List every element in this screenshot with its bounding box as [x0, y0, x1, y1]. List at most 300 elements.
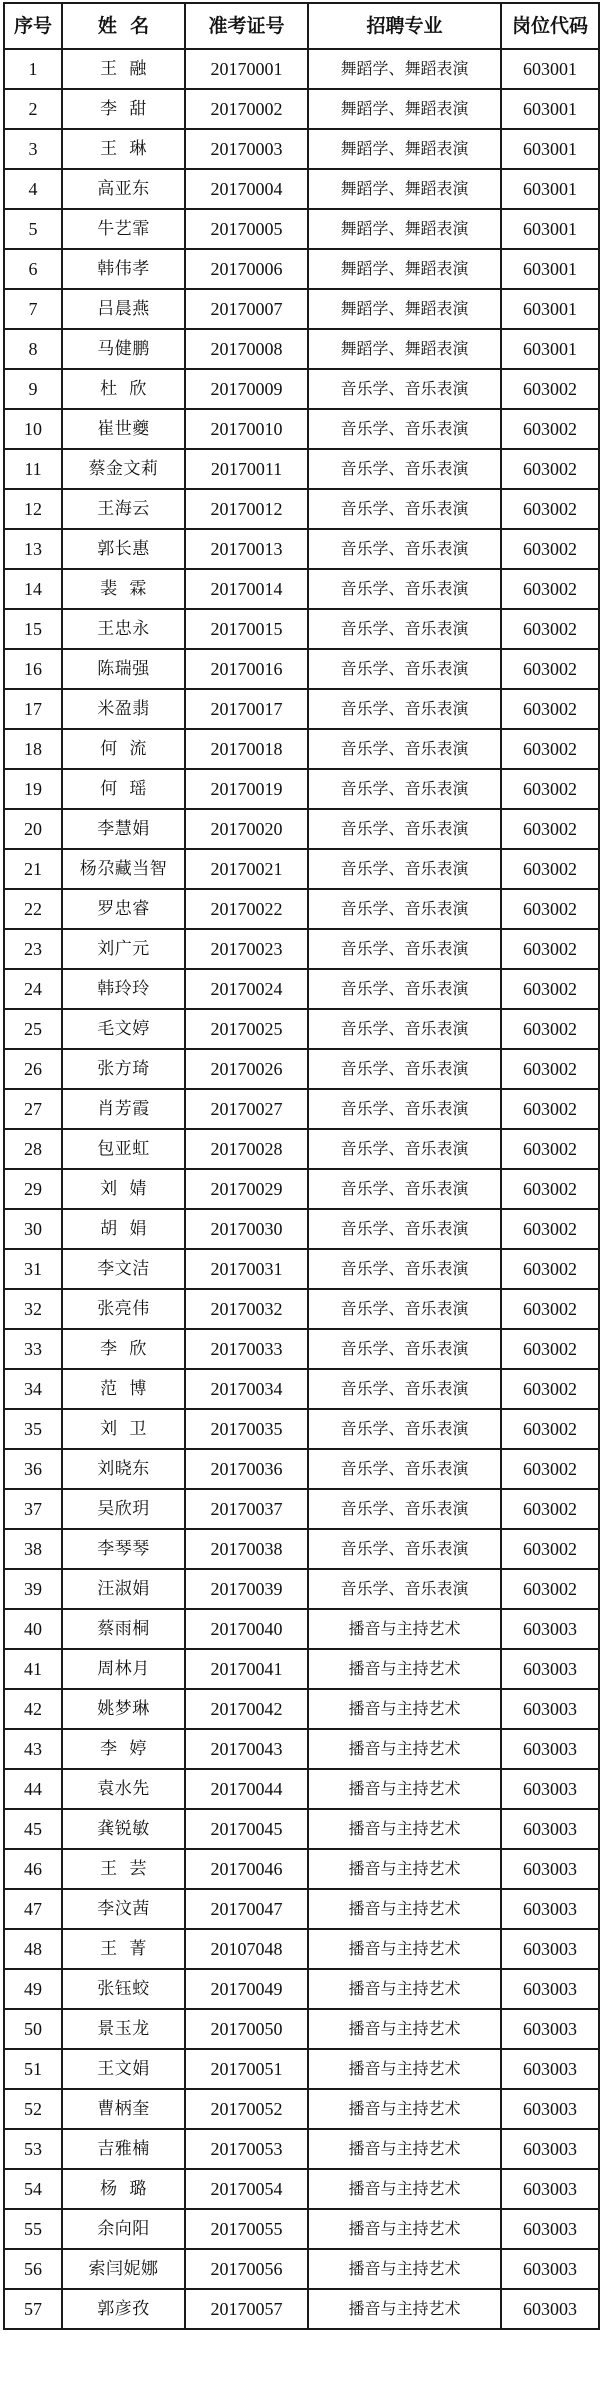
cell-index: 6: [4, 249, 62, 289]
cell-major: 音乐学、音乐表演: [308, 729, 501, 769]
cell-major: 音乐学、音乐表演: [308, 1569, 501, 1609]
cell-post-code: 603003: [501, 1969, 599, 2009]
cell-major: 播音与主持艺术: [308, 2289, 501, 2329]
cell-name: 龚锐敏: [62, 1809, 185, 1849]
table-row: [4, 529, 599, 569]
cell-exam-id: 20170028: [185, 1129, 308, 1169]
cell-name: 王文娟: [62, 2049, 185, 2089]
cell-index: 14: [4, 569, 62, 609]
cell-index: 37: [4, 1489, 62, 1529]
cell-exam-id: 20170036: [185, 1449, 308, 1489]
table-row: [4, 2009, 599, 2049]
header-name: 姓 名: [62, 3, 185, 49]
cell-exam-id: 20170005: [185, 209, 308, 249]
cell-exam-id: 20170052: [185, 2089, 308, 2129]
cell-name: 张亮伟: [62, 1289, 185, 1329]
cell-exam-id: 20170024: [185, 969, 308, 1009]
cell-exam-id: 20170040: [185, 1609, 308, 1649]
table-row: [4, 129, 599, 169]
cell-post-code: 603002: [501, 1409, 599, 1449]
cell-index: 13: [4, 529, 62, 569]
table-row: [4, 169, 599, 209]
cell-name: 吉雅楠: [62, 2129, 185, 2169]
table-row: [4, 2049, 599, 2089]
cell-index: 3: [4, 129, 62, 169]
cell-post-code: 603002: [501, 649, 599, 689]
cell-exam-id: 20170053: [185, 2129, 308, 2169]
cell-major: 音乐学、音乐表演: [308, 569, 501, 609]
cell-exam-id: 20170017: [185, 689, 308, 729]
cell-index: 16: [4, 649, 62, 689]
cell-index: 50: [4, 2009, 62, 2049]
cell-major: 播音与主持艺术: [308, 2249, 501, 2289]
cell-name: 韩伟孝: [62, 249, 185, 289]
cell-exam-id: 20170023: [185, 929, 308, 969]
cell-post-code: 603003: [501, 2289, 599, 2329]
cell-major: 音乐学、音乐表演: [308, 409, 501, 449]
cell-index: 28: [4, 1129, 62, 1169]
cell-exam-id: 20170050: [185, 2009, 308, 2049]
cell-post-code: 603002: [501, 849, 599, 889]
cell-index: 29: [4, 1169, 62, 1209]
cell-name: 周林月: [62, 1649, 185, 1689]
cell-name: 李 欣: [62, 1329, 185, 1369]
cell-name: 郭长惠: [62, 529, 185, 569]
cell-exam-id: 20170001: [185, 49, 308, 89]
cell-major: 音乐学、音乐表演: [308, 1249, 501, 1289]
cell-post-code: 603001: [501, 329, 599, 369]
cell-major: 播音与主持艺术: [308, 1849, 501, 1889]
cell-major: 播音与主持艺术: [308, 2049, 501, 2089]
cell-name: 汪淑娟: [62, 1569, 185, 1609]
table-row: [4, 1769, 599, 1809]
cell-name: 李慧娟: [62, 809, 185, 849]
table-row: [4, 289, 599, 329]
cell-post-code: 603003: [501, 1929, 599, 1969]
cell-major: 舞蹈学、舞蹈表演: [308, 129, 501, 169]
table-row: [4, 1169, 599, 1209]
table-row: [4, 249, 599, 289]
cell-index: 52: [4, 2089, 62, 2129]
cell-major: 音乐学、音乐表演: [308, 969, 501, 1009]
cell-index: 48: [4, 1929, 62, 1969]
table-row: [4, 489, 599, 529]
table-row: [4, 849, 599, 889]
cell-major: 播音与主持艺术: [308, 1929, 501, 1969]
table-row: [4, 569, 599, 609]
cell-index: 1: [4, 49, 62, 89]
cell-index: 8: [4, 329, 62, 369]
cell-name: 袁水先: [62, 1769, 185, 1809]
cell-post-code: 603001: [501, 89, 599, 129]
cell-exam-id: 20170038: [185, 1529, 308, 1569]
cell-exam-id: 20170020: [185, 809, 308, 849]
cell-index: 33: [4, 1329, 62, 1369]
cell-major: 音乐学、音乐表演: [308, 1129, 501, 1169]
cell-post-code: 603002: [501, 809, 599, 849]
cell-exam-id: 20170031: [185, 1249, 308, 1289]
cell-index: 39: [4, 1569, 62, 1609]
cell-exam-id: 20170016: [185, 649, 308, 689]
cell-major: 舞蹈学、舞蹈表演: [308, 169, 501, 209]
cell-major: 音乐学、音乐表演: [308, 529, 501, 569]
table-row: [4, 1649, 599, 1689]
cell-name: 杜 欣: [62, 369, 185, 409]
cell-name: 景玉龙: [62, 2009, 185, 2049]
cell-post-code: 603001: [501, 169, 599, 209]
cell-exam-id: 20170033: [185, 1329, 308, 1369]
cell-post-code: 603002: [501, 1449, 599, 1489]
cell-major: 播音与主持艺术: [308, 2089, 501, 2129]
cell-name: 刘晓东: [62, 1449, 185, 1489]
table-row: [4, 1729, 599, 1769]
table-row: [4, 969, 599, 1009]
cell-name: 胡 娟: [62, 1209, 185, 1249]
cell-index: 49: [4, 1969, 62, 2009]
cell-name: 姚梦琳: [62, 1689, 185, 1729]
cell-exam-id: 20170057: [185, 2289, 308, 2329]
cell-post-code: 603001: [501, 249, 599, 289]
cell-exam-id: 20170015: [185, 609, 308, 649]
cell-index: 26: [4, 1049, 62, 1089]
cell-major: 音乐学、音乐表演: [308, 689, 501, 729]
cell-exam-id: 20170002: [185, 89, 308, 129]
cell-major: 播音与主持艺术: [308, 2209, 501, 2249]
table-row: [4, 2089, 599, 2129]
cell-exam-id: 20170039: [185, 1569, 308, 1609]
cell-index: 12: [4, 489, 62, 529]
table-row: [4, 1969, 599, 2009]
cell-post-code: 603002: [501, 1169, 599, 1209]
cell-name: 杨尕藏当智: [62, 849, 185, 889]
cell-name: 李 婷: [62, 1729, 185, 1769]
table-row: [4, 1289, 599, 1329]
cell-post-code: 603002: [501, 1049, 599, 1089]
cell-major: 舞蹈学、舞蹈表演: [308, 89, 501, 129]
cell-major: 音乐学、音乐表演: [308, 809, 501, 849]
cell-name: 何 流: [62, 729, 185, 769]
cell-major: 音乐学、音乐表演: [308, 449, 501, 489]
cell-index: 25: [4, 1009, 62, 1049]
cell-post-code: 603002: [501, 409, 599, 449]
cell-exam-id: 20170029: [185, 1169, 308, 1209]
cell-exam-id: 20170055: [185, 2209, 308, 2249]
cell-index: 47: [4, 1889, 62, 1929]
cell-exam-id: 20170006: [185, 249, 308, 289]
cell-name: 李文洁: [62, 1249, 185, 1289]
cell-index: 15: [4, 609, 62, 649]
cell-exam-id: 20170019: [185, 769, 308, 809]
cell-index: 54: [4, 2169, 62, 2209]
cell-major: 音乐学、音乐表演: [308, 1169, 501, 1209]
cell-major: 音乐学、音乐表演: [308, 1369, 501, 1409]
table-row: [4, 1089, 599, 1129]
cell-major: 播音与主持艺术: [308, 1769, 501, 1809]
cell-name: 杨 璐: [62, 2169, 185, 2209]
cell-major: 音乐学、音乐表演: [308, 769, 501, 809]
table-row: [4, 729, 599, 769]
cell-index: 7: [4, 289, 62, 329]
cell-major: 音乐学、音乐表演: [308, 1529, 501, 1569]
cell-post-code: 603002: [501, 449, 599, 489]
cell-major: 音乐学、音乐表演: [308, 889, 501, 929]
cell-post-code: 603003: [501, 2089, 599, 2129]
cell-exam-id: 20170013: [185, 529, 308, 569]
cell-name: 李琴琴: [62, 1529, 185, 1569]
cell-index: 32: [4, 1289, 62, 1329]
table-row: [4, 809, 599, 849]
cell-post-code: 603003: [501, 1769, 599, 1809]
cell-post-code: 603003: [501, 1729, 599, 1769]
table-row: [4, 49, 599, 89]
cell-name: 刘 卫: [62, 1409, 185, 1449]
table-row: [4, 2249, 599, 2289]
table-row: [4, 2289, 599, 2329]
cell-exam-id: 20170014: [185, 569, 308, 609]
cell-post-code: 603003: [501, 1689, 599, 1729]
cell-name: 罗忠睿: [62, 889, 185, 929]
cell-post-code: 603002: [501, 1369, 599, 1409]
table-row: [4, 1529, 599, 1569]
cell-exam-id: 20170042: [185, 1689, 308, 1729]
cell-exam-id: 20170004: [185, 169, 308, 209]
cell-major: 播音与主持艺术: [308, 1969, 501, 2009]
table-row: [4, 1209, 599, 1249]
table-row: [4, 1409, 599, 1449]
cell-name: 高亚东: [62, 169, 185, 209]
header-post-code: 岗位代码: [501, 3, 599, 49]
table-row: [4, 449, 599, 489]
cell-post-code: 603002: [501, 1129, 599, 1169]
table-row: [4, 609, 599, 649]
cell-index: 21: [4, 849, 62, 889]
cell-post-code: 603003: [501, 1649, 599, 1689]
cell-major: 播音与主持艺术: [308, 1809, 501, 1849]
cell-name: 王忠永: [62, 609, 185, 649]
cell-name: 毛文婷: [62, 1009, 185, 1049]
cell-major: 音乐学、音乐表演: [308, 1089, 501, 1129]
cell-name: 牛艺霏: [62, 209, 185, 249]
table-row: [4, 1009, 599, 1049]
cell-exam-id: 20170041: [185, 1649, 308, 1689]
cell-index: 27: [4, 1089, 62, 1129]
cell-post-code: 603003: [501, 2169, 599, 2209]
table-row: [4, 1249, 599, 1289]
cell-post-code: 603003: [501, 2249, 599, 2289]
cell-name: 马健鹏: [62, 329, 185, 369]
cell-index: 5: [4, 209, 62, 249]
table-row: [4, 209, 599, 249]
cell-name: 米盈翡: [62, 689, 185, 729]
cell-exam-id: 20170056: [185, 2249, 308, 2289]
cell-exam-id: 20170043: [185, 1729, 308, 1769]
cell-post-code: 603002: [501, 569, 599, 609]
cell-major: 播音与主持艺术: [308, 1609, 501, 1649]
cell-major: 音乐学、音乐表演: [308, 369, 501, 409]
cell-exam-id: 20170045: [185, 1809, 308, 1849]
cell-post-code: 603002: [501, 1289, 599, 1329]
cell-name: 张方琦: [62, 1049, 185, 1089]
cell-index: 22: [4, 889, 62, 929]
cell-post-code: 603002: [501, 929, 599, 969]
cell-exam-id: 20170047: [185, 1889, 308, 1929]
cell-major: 播音与主持艺术: [308, 2129, 501, 2169]
header-row: [4, 3, 599, 49]
cell-index: 43: [4, 1729, 62, 1769]
cell-exam-id: 20170051: [185, 2049, 308, 2089]
cell-index: 41: [4, 1649, 62, 1689]
cell-post-code: 603001: [501, 129, 599, 169]
cell-post-code: 603003: [501, 1609, 599, 1649]
table-header: [4, 3, 599, 49]
cell-exam-id: 20170011: [185, 449, 308, 489]
cell-name: 余向阳: [62, 2209, 185, 2249]
table-row: [4, 2169, 599, 2209]
cell-major: 音乐学、音乐表演: [308, 1209, 501, 1249]
table-row: [4, 889, 599, 929]
cell-exam-id: 20170022: [185, 889, 308, 929]
cell-major: 播音与主持艺术: [308, 1649, 501, 1689]
cell-post-code: 603003: [501, 2209, 599, 2249]
cell-index: 24: [4, 969, 62, 1009]
cell-post-code: 603002: [501, 529, 599, 569]
cell-major: 播音与主持艺术: [308, 1729, 501, 1769]
cell-major: 舞蹈学、舞蹈表演: [308, 49, 501, 89]
cell-post-code: 603002: [501, 729, 599, 769]
table-row: [4, 1369, 599, 1409]
cell-name: 陈瑞强: [62, 649, 185, 689]
cell-name: 蔡金文莉: [62, 449, 185, 489]
table-row: [4, 1609, 599, 1649]
table-row: [4, 1049, 599, 1089]
cell-index: 11: [4, 449, 62, 489]
cell-post-code: 603002: [501, 1489, 599, 1529]
cell-index: 40: [4, 1609, 62, 1649]
cell-exam-id: 20170034: [185, 1369, 308, 1409]
cell-major: 音乐学、音乐表演: [308, 1049, 501, 1089]
cell-exam-id: 20170037: [185, 1489, 308, 1529]
cell-post-code: 603001: [501, 209, 599, 249]
cell-index: 45: [4, 1809, 62, 1849]
cell-exam-id: 20170025: [185, 1009, 308, 1049]
cell-index: 36: [4, 1449, 62, 1489]
cell-index: 38: [4, 1529, 62, 1569]
cell-major: 播音与主持艺术: [308, 1689, 501, 1729]
cell-post-code: 603003: [501, 2009, 599, 2049]
cell-name: 裴 霖: [62, 569, 185, 609]
cell-name: 王 琳: [62, 129, 185, 169]
cell-exam-id: 20170026: [185, 1049, 308, 1089]
cell-major: 音乐学、音乐表演: [308, 1489, 501, 1529]
cell-major: 音乐学、音乐表演: [308, 609, 501, 649]
cell-major: 音乐学、音乐表演: [308, 1009, 501, 1049]
cell-post-code: 603002: [501, 489, 599, 529]
cell-major: 音乐学、音乐表演: [308, 849, 501, 889]
table-row: [4, 1689, 599, 1729]
cell-name: 李 甜: [62, 89, 185, 129]
cell-name: 刘广元: [62, 929, 185, 969]
cell-major: 音乐学、音乐表演: [308, 1289, 501, 1329]
cell-post-code: 603003: [501, 1849, 599, 1889]
table-row: [4, 649, 599, 689]
cell-post-code: 603002: [501, 1209, 599, 1249]
table-row: [4, 2209, 599, 2249]
cell-major: 音乐学、音乐表演: [308, 1409, 501, 1449]
cell-post-code: 603002: [501, 969, 599, 1009]
cell-index: 56: [4, 2249, 62, 2289]
cell-exam-id: 20170054: [185, 2169, 308, 2209]
cell-index: 31: [4, 1249, 62, 1289]
header-exam-id: 准考证号: [185, 3, 308, 49]
cell-name: 何 瑶: [62, 769, 185, 809]
cell-exam-id: 20170046: [185, 1849, 308, 1889]
cell-index: 18: [4, 729, 62, 769]
cell-index: 19: [4, 769, 62, 809]
cell-index: 35: [4, 1409, 62, 1449]
cell-post-code: 603002: [501, 1529, 599, 1569]
cell-exam-id: 20170012: [185, 489, 308, 529]
cell-post-code: 603002: [501, 369, 599, 409]
cell-post-code: 603002: [501, 1569, 599, 1609]
cell-major: 播音与主持艺术: [308, 2009, 501, 2049]
cell-name: 范 博: [62, 1369, 185, 1409]
cell-major: 舞蹈学、舞蹈表演: [308, 329, 501, 369]
cell-name: 索闫妮娜: [62, 2249, 185, 2289]
table-row: [4, 1809, 599, 1849]
cell-index: 10: [4, 409, 62, 449]
cell-exam-id: 20170032: [185, 1289, 308, 1329]
table-row: [4, 369, 599, 409]
cell-major: 舞蹈学、舞蹈表演: [308, 249, 501, 289]
cell-index: 46: [4, 1849, 62, 1889]
cell-index: 57: [4, 2289, 62, 2329]
table-row: [4, 769, 599, 809]
table-row: [4, 89, 599, 129]
cell-major: 播音与主持艺术: [308, 1889, 501, 1929]
cell-name: 包亚虹: [62, 1129, 185, 1169]
table-body: [4, 49, 599, 2329]
cell-index: 55: [4, 2209, 62, 2249]
cell-index: 23: [4, 929, 62, 969]
cell-exam-id: 20170044: [185, 1769, 308, 1809]
cell-post-code: 603002: [501, 1249, 599, 1289]
cell-post-code: 603002: [501, 1009, 599, 1049]
cell-index: 20: [4, 809, 62, 849]
cell-exam-id: 20170021: [185, 849, 308, 889]
cell-major: 音乐学、音乐表演: [308, 1449, 501, 1489]
cell-exam-id: 20107048: [185, 1929, 308, 1969]
cell-major: 音乐学、音乐表演: [308, 1329, 501, 1369]
table-row: [4, 1849, 599, 1889]
cell-name: 吕晨燕: [62, 289, 185, 329]
candidate-table: [3, 2, 600, 2330]
cell-post-code: 603001: [501, 49, 599, 89]
cell-exam-id: 20170008: [185, 329, 308, 369]
cell-post-code: 603003: [501, 1889, 599, 1929]
cell-major: 音乐学、音乐表演: [308, 489, 501, 529]
cell-name: 崔世夔: [62, 409, 185, 449]
table-row: [4, 409, 599, 449]
cell-post-code: 603002: [501, 769, 599, 809]
header-major: 招聘专业: [308, 3, 501, 49]
table-row: [4, 929, 599, 969]
cell-post-code: 603003: [501, 2129, 599, 2169]
cell-post-code: 603002: [501, 609, 599, 649]
cell-exam-id: 20170018: [185, 729, 308, 769]
table-row: [4, 1329, 599, 1369]
table-row: [4, 1569, 599, 1609]
cell-name: 王 融: [62, 49, 185, 89]
